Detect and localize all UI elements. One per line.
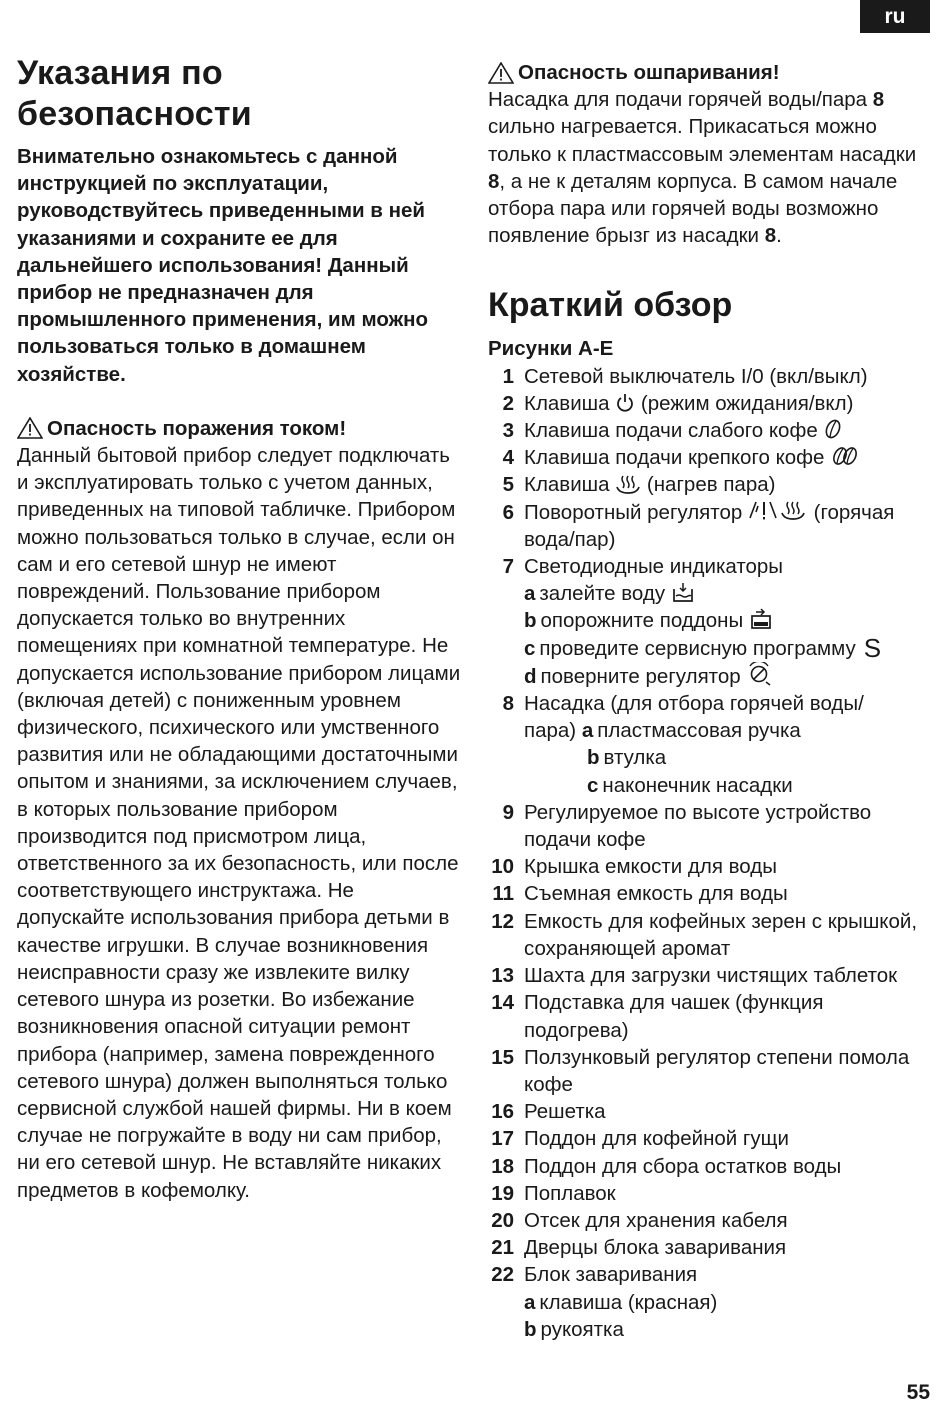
empty-trays-icon xyxy=(749,608,773,630)
sub-item: a клавиша (красная) xyxy=(524,1290,718,1314)
turn-dial-icon xyxy=(746,662,772,686)
sub-item: пара) a пластмассовая ручка xyxy=(524,719,801,743)
list-item: 10 Крышка емкости для воды xyxy=(491,855,777,879)
list-item: 22 Блок заваривания xyxy=(491,1263,698,1287)
electric-warning-title: Опасность поражения током! xyxy=(47,416,347,440)
electric-warning-heading xyxy=(17,415,467,442)
safety-title-line1: Указания по xyxy=(17,54,223,92)
list-item: 6 Поворотный регулятор (горячая вода/пар) xyxy=(502,500,895,551)
list-item: 8 Насадка (для отбора горячей воды/ xyxy=(502,692,864,716)
power-icon xyxy=(615,393,635,413)
language-badge xyxy=(860,0,930,33)
steam-icon xyxy=(615,474,641,494)
parts-list xyxy=(488,363,933,1343)
sub-item: c наконечник насадки xyxy=(587,773,793,797)
list-item: 11 Съемная емкость для воды xyxy=(492,882,788,906)
sub-item: b опорожните поддоны xyxy=(488,607,933,634)
scald-warning-body: Насадка для подачи горячей воды/пара 8 сильно нагревается. Прикасаться можно только к пластмассовым элементам насадки 8, а не к деталям корпуса. В самом начале отбора пара или горячей воды возможно появление брызг из насадки 8. xyxy=(488,88,917,248)
list-item: 7 Светодиодные индикаторы xyxy=(502,555,784,579)
sub-item: c проведите сервисную программу S xyxy=(524,632,882,663)
list-item: 14 Подставка для чашек (функция подогрева) xyxy=(491,991,824,1042)
sub-item: b втулка xyxy=(587,746,667,770)
safety-title xyxy=(17,53,467,135)
warning-triangle-icon xyxy=(17,417,43,439)
list-item: 17 Поддон для кофейной гущи xyxy=(491,1127,789,1151)
mild-coffee-bean-icon xyxy=(823,418,843,440)
list-item: 2 Клавиша (режим ожидания/вкл) xyxy=(502,391,854,415)
service-s-icon: S xyxy=(863,632,882,663)
list-item: 3 Клавиша подачи слабого кофе xyxy=(488,417,933,444)
list-item: 19 Поплавок xyxy=(491,1181,616,1205)
scald-warning-heading xyxy=(488,59,933,86)
overview-title: Краткий обзор xyxy=(488,286,733,325)
overview-column xyxy=(488,59,933,1343)
list-item: 1 Сетевой выключатель I/0 (вкл/выкл) xyxy=(502,364,868,388)
list-item: 21 Дверцы блока заваривания xyxy=(491,1236,787,1260)
list-item: 12 Емкость для кофейных зерен с крышкой, сохраняющей аромат xyxy=(491,909,918,960)
safety-intro: Внимательно ознакомьтесь с данной инструкцией по эксплуатации, руководствуйтесь приведенными в ней указаниями и сохраните ее для дальнейшего использования! Данный прибор не предназначен для промышленного применения, им можно пользоваться только в домашнем хозяйстве. xyxy=(17,145,429,386)
hot-water-steam-icon xyxy=(748,500,808,522)
list-item: 5 Клавиша (нагрев пара) xyxy=(502,473,776,497)
list-item: 4 Клавиша подачи крепкого кофе xyxy=(488,444,933,471)
safety-column xyxy=(17,53,467,1204)
sub-item: a залейте воду xyxy=(488,580,933,607)
language-label: ru xyxy=(884,4,906,28)
figures-label: Рисунки A-E xyxy=(488,337,614,361)
list-item: 15 Ползунковый регулятор степени помола кофе xyxy=(491,1045,910,1096)
list-item: 16 Решетка xyxy=(491,1100,606,1124)
scald-warning-title: Опасность ошпаривания! xyxy=(518,61,780,84)
safety-title-line2: безопасности xyxy=(17,95,252,133)
list-item: 20 Отсек для хранения кабеля xyxy=(491,1208,788,1232)
fill-water-icon xyxy=(671,581,695,603)
sub-item: d поверните регулятор xyxy=(488,662,933,690)
list-item: 18 Поддон для сбора остатков воды xyxy=(491,1154,842,1178)
electric-warning-body: Данный бытовой прибор следует подключать и эксплуатировать только с учетом данных, приведенных на типовой табличке. Прибором можно пользоваться только в случае, если он сам и его сетевой шнур не имеют повреждений. Пользование прибором допускается только во внутренних помещениях при комнатной температуре. Не допускается использование прибором лицами (включая детей) с пониженным уровнем физического, психического или умственного развития или не обладающими достаточными опытом и знаниями, за исключением случаев, в которых пользование прибором производится под присмотром лица, ответственного за их безопасность, или после соответствующего инструктажа. Не допускайте использования прибора детьми в качестве игрушки. В случае возникновения неисправности сразу же извлеките вилку сетевого шнура из розетки. Во избежание возникновения опасной ситуации ремонт прибора (например, замена поврежденного сетевого шнура) должен выполняться только сервисной службой нашей фирмы. Ни в коем случае не погружайте в воду ни сам прибор, ни его сетевой шнур. Не вставляйте никаких предметов в кофемолку. xyxy=(17,444,461,1202)
list-item: 9 Регулируемое по высоте устройство подачи кофе xyxy=(502,800,872,852)
warning-triangle-icon xyxy=(488,62,514,84)
page-number: 55 xyxy=(906,1381,930,1404)
strong-coffee-beans-icon xyxy=(830,445,860,467)
list-item: 13 Шахта для загрузки чистящих таблеток xyxy=(491,964,898,988)
sub-item: b рукоятка xyxy=(524,1317,624,1341)
